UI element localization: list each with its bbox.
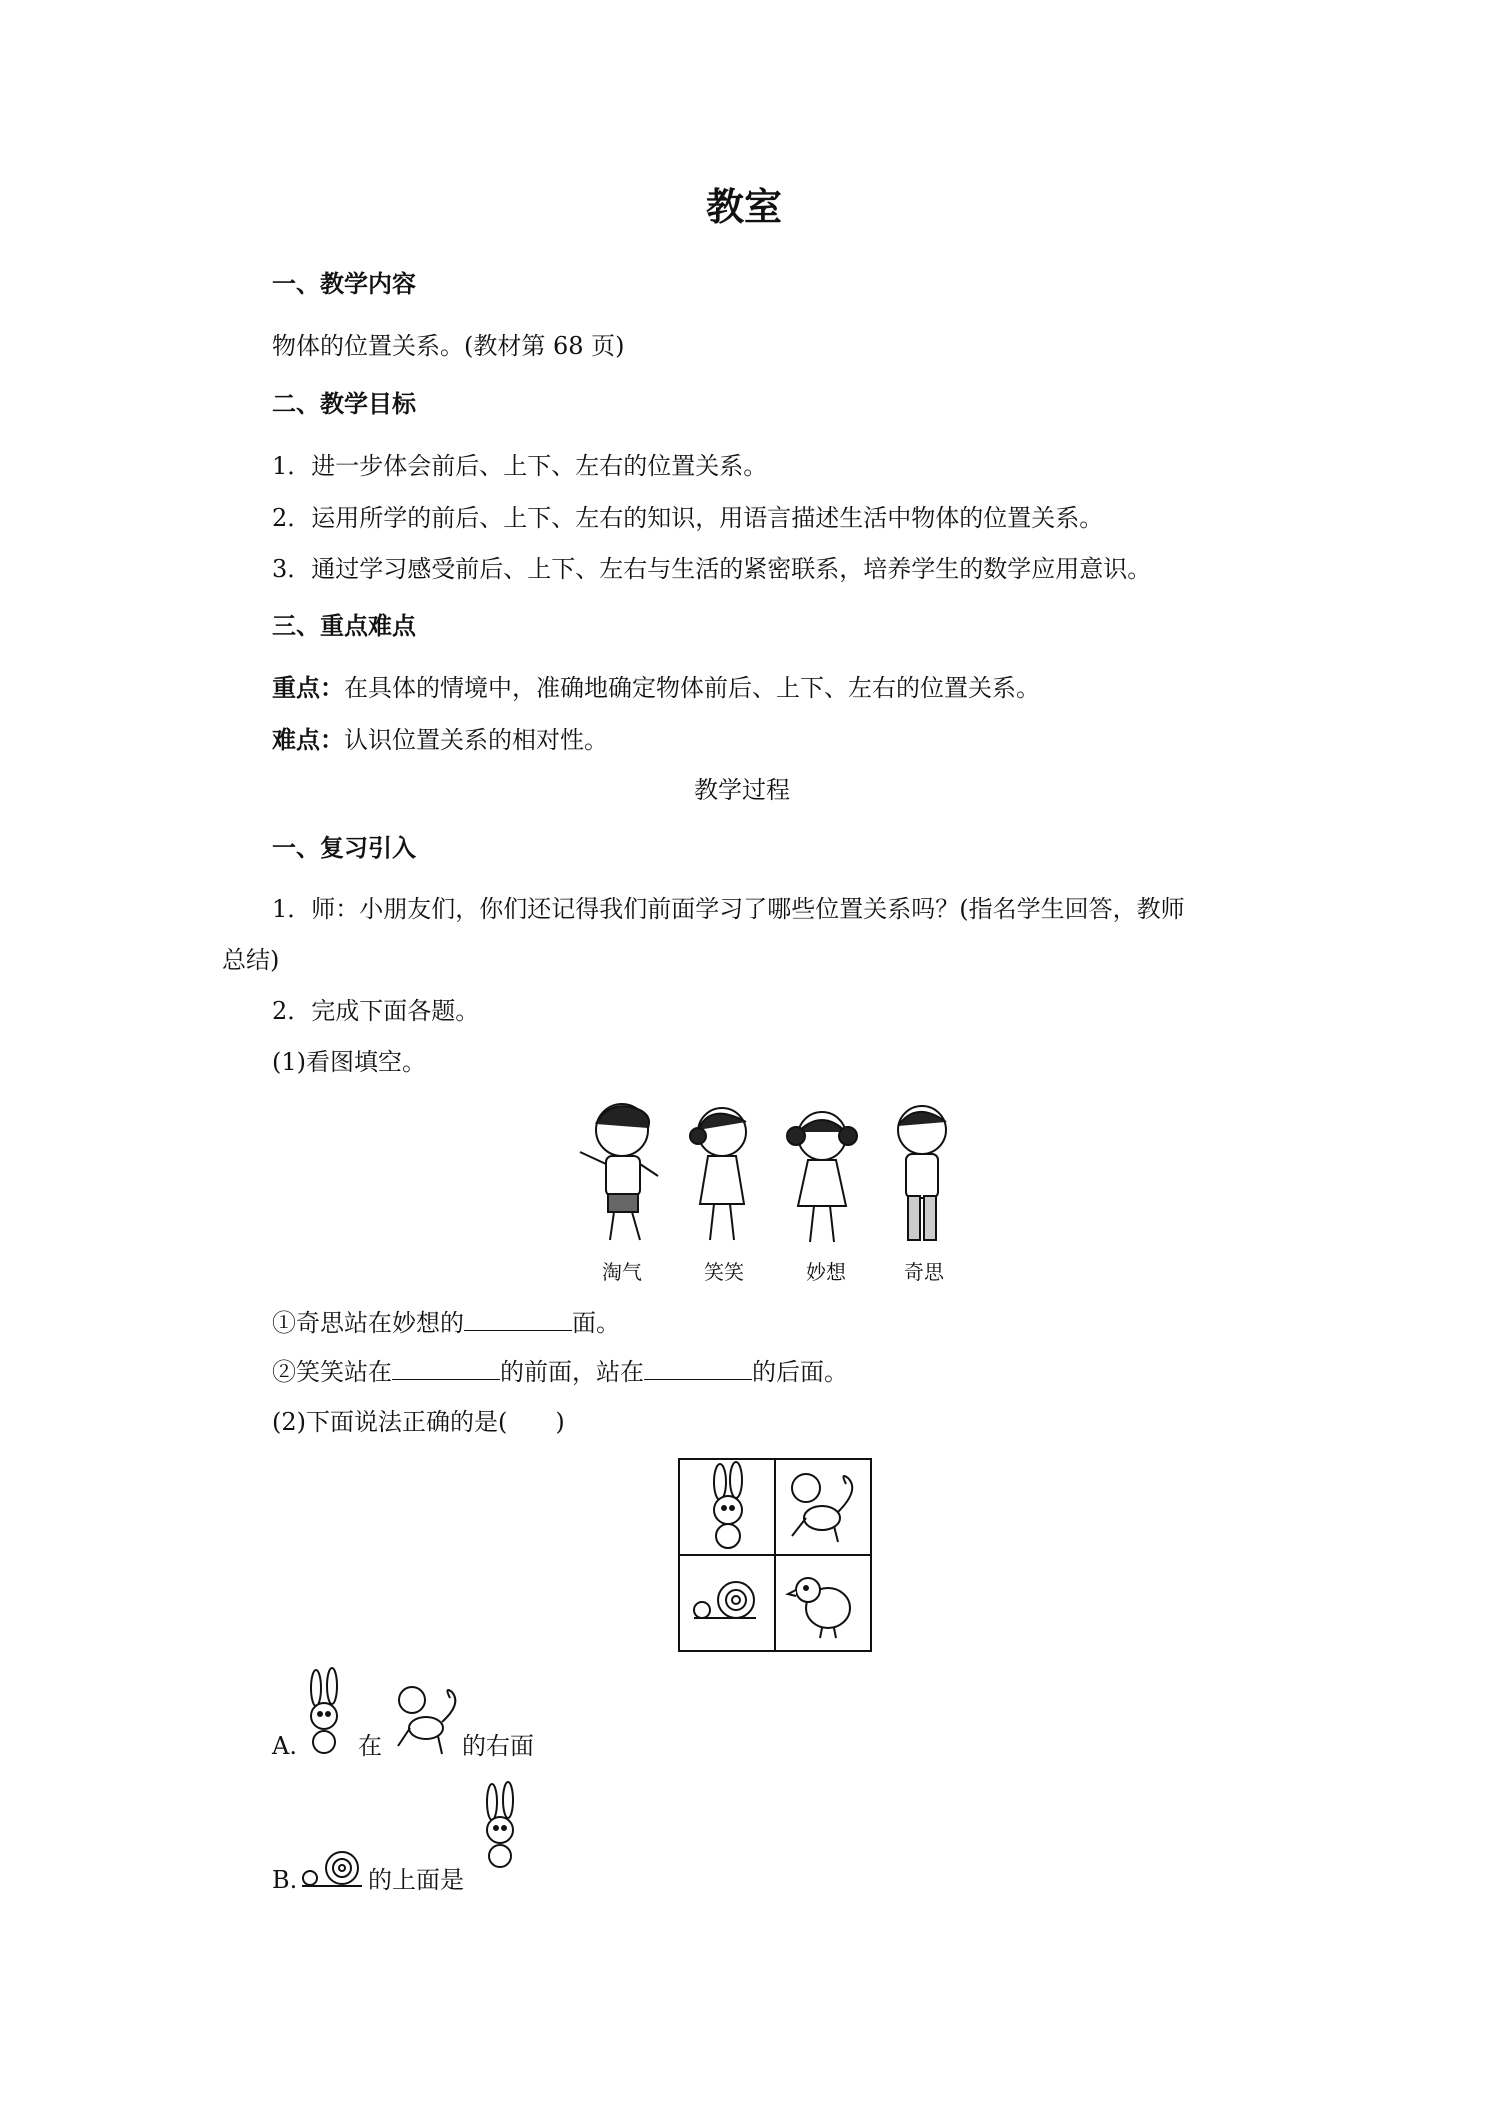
kids-illustration xyxy=(560,1092,980,1288)
section-heading-content: 一、教学内容 xyxy=(272,270,416,298)
monkey-icon xyxy=(776,1460,870,1554)
content-text: 物体的位置关系。(教材第 68 页) xyxy=(272,332,625,360)
fill-blank-1 xyxy=(272,1307,620,1339)
key-point-text: 在具体的情境中，准确地确定物体前后、上下、左右的位置关系。 xyxy=(344,674,1040,702)
answer-blank[interactable] xyxy=(392,1357,500,1380)
question-1-line-2: 总结) xyxy=(222,946,280,974)
kid-name: 奇思 xyxy=(904,1260,944,1284)
fill-blank-2-text-c: 的后面。 xyxy=(752,1358,848,1386)
snail-icon xyxy=(680,1556,774,1650)
section-heading-goals: 二、教学目标 xyxy=(272,390,416,418)
fill-blank-2 xyxy=(272,1356,848,1388)
process-title: 教学过程 xyxy=(694,776,790,804)
kid-name: 淘气 xyxy=(602,1260,642,1284)
option-b-label: B. xyxy=(272,1866,298,1894)
goal-item: 1．进一步体会前后、上下、左右的位置关系。 xyxy=(272,452,768,480)
question-1-line-1: 1．师：小朋友们，你们还记得我们前面学习了哪些位置关系吗？(指名学生回答，教师 xyxy=(272,895,1185,923)
rabbit-icon xyxy=(680,1460,774,1554)
goal-item: 2．运用所学的前后、上下、左右的知识，用语言描述生活中物体的位置关系。 xyxy=(272,504,1104,532)
kid-name: 妙想 xyxy=(806,1260,846,1284)
snail-icon xyxy=(296,1844,368,1894)
rabbit-icon xyxy=(294,1666,356,1760)
answer-blank[interactable] xyxy=(644,1357,752,1380)
option-a-mid: 在 xyxy=(358,1732,382,1760)
answer-blank[interactable] xyxy=(464,1308,572,1331)
section-heading-key-points: 三、重点难点 xyxy=(272,612,416,640)
animal-grid xyxy=(678,1458,872,1652)
option-a-end: 的右面 xyxy=(462,1732,534,1760)
monkey-icon xyxy=(386,1676,464,1762)
difficulty-label: 难点： xyxy=(272,726,344,754)
difficulty-text: 认识位置关系的相对性。 xyxy=(344,726,608,754)
fill-blank-2-text-a: ②笑笑站在 xyxy=(272,1358,392,1386)
key-point-line xyxy=(272,672,1040,704)
section-heading-review: 一、复习引入 xyxy=(272,834,416,862)
chick-icon xyxy=(776,1556,870,1650)
part-1-prompt: (1)看图填空。 xyxy=(272,1048,426,1076)
rabbit-icon xyxy=(470,1780,532,1874)
fill-blank-1-text-b: 面。 xyxy=(572,1309,620,1337)
option-a-label: A. xyxy=(272,1732,297,1760)
question-2: 2．完成下面各题。 xyxy=(272,997,480,1025)
fill-blank-1-text-a: ①奇思站在妙想的 xyxy=(272,1309,464,1337)
part-2-prompt: (2)下面说法正确的是( ) xyxy=(272,1408,565,1436)
kid-name: 笑笑 xyxy=(704,1260,744,1284)
page-title: 教室 xyxy=(706,185,783,229)
children-figures-icon xyxy=(560,1092,980,1252)
fill-blank-2-text-b: 的前面，站在 xyxy=(500,1358,644,1386)
option-b-mid: 的上面是 xyxy=(368,1866,464,1894)
difficulty-line xyxy=(272,724,608,756)
goal-item: 3．通过学习感受前后、上下、左右与生活的紧密联系，培养学生的数学应用意识。 xyxy=(272,555,1152,583)
key-point-label: 重点： xyxy=(272,674,344,702)
